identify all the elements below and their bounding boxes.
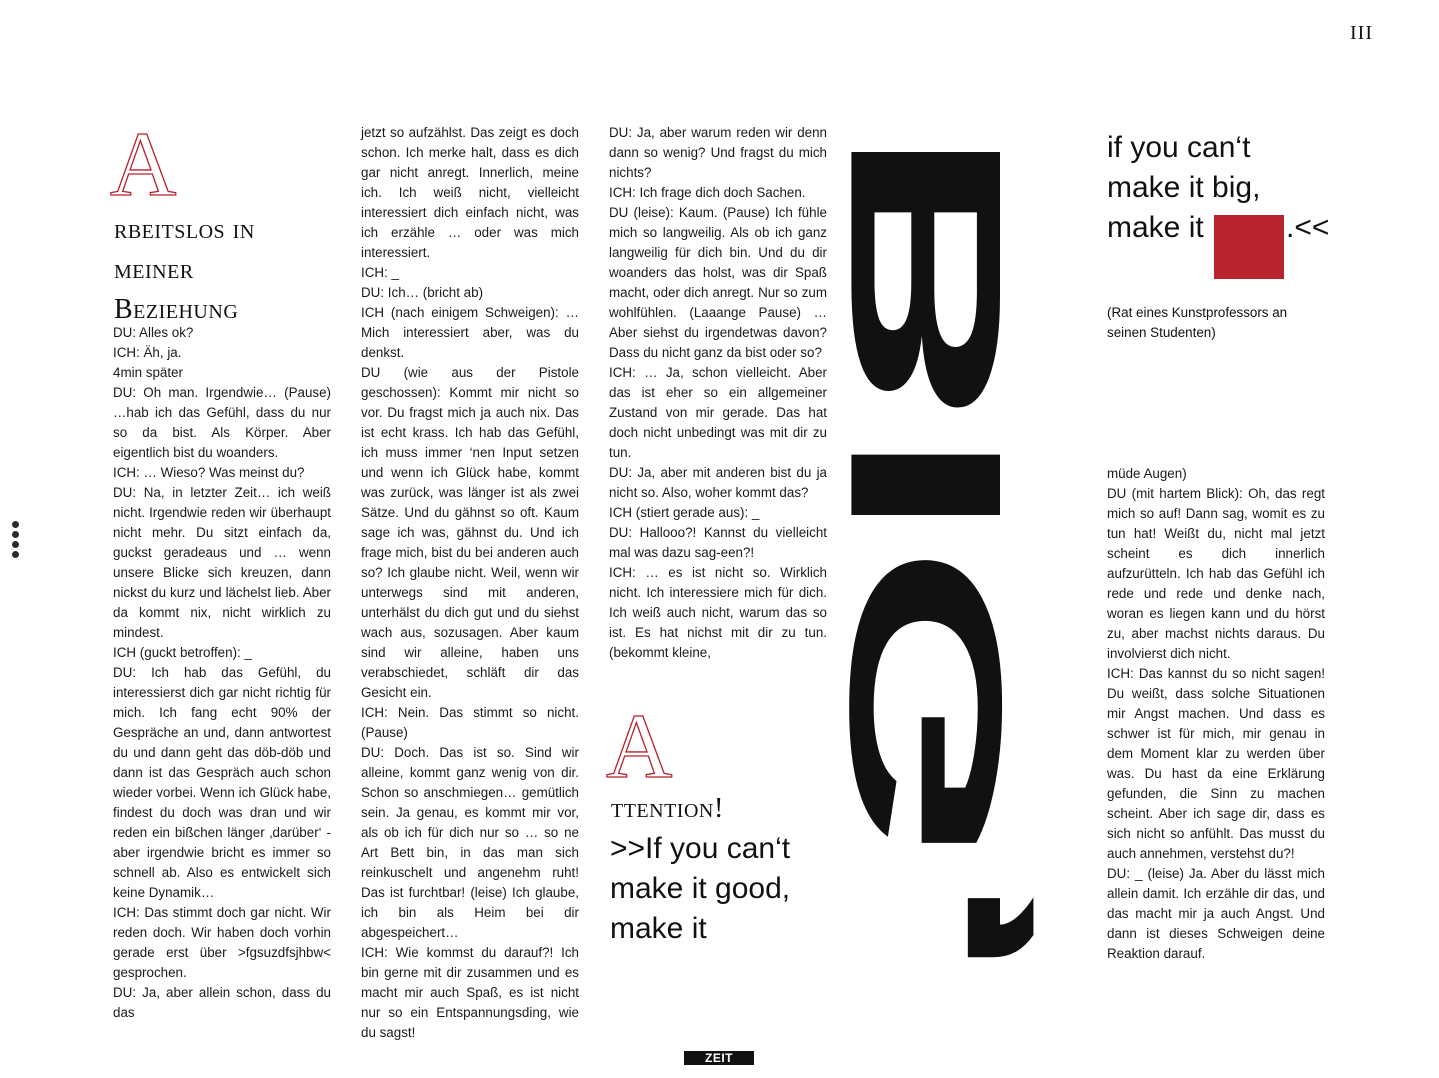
headline-line-3: Beziehung <box>114 294 239 325</box>
paragraph: DU (leise): Kaum. (Pause) Ich fühle mich so langweilig. Als ob ich ganz langweilig für dich bin. Und du dir woanders das holst, was dir Spaß macht, oder dich anregt. Nur so zum wohlfühlen. (Laaange Pause) … Aber siehst du irgendetwas davon? Dass du nicht ganz da bist oder so? <box>609 205 827 360</box>
text-column-4 <box>1107 464 1325 964</box>
quote-line-3: make it <box>610 912 707 945</box>
paragraph: ICH (stiert gerade aus): _ <box>609 505 760 520</box>
paragraph: DU: Na, in letzter Zeit… ich weiß nicht. Irgendwie reden wir überhaupt nicht mehr. Du sitzt einfach da, guckst geradeaus und … wenn unsere Blicke sich kreuzen, dann nickst du kurz und lächelst lieb. Aber da kommt nix, nicht wirklich zu mindest. <box>113 485 331 640</box>
paragraph: ICH: Das kannst du so nicht sagen! Du weißt, dass solche Situationen mir Angst machen. Und dass es schwer ist für mich, mir genau in dem Moment klar zu werden über was. Du hast da eine Erklärung gefunden, die Sinn zu machen scheint. Aber ich sage dir, dass es sich nicht so anfühlt. Das musst du auch annehmen, verstehst du?! <box>1107 666 1325 861</box>
paragraph: DU: Ja, aber mit anderen bist du ja nicht so. Also, woher kommt das? <box>609 465 827 500</box>
big-word-text: BIG, <box>804 124 1046 532</box>
paragraph: ICH: Wie kommst du darauf?! Ich bin gerne mit dir zusammen und es macht mir auch Spaß, es ist nicht nur so ein Entspannungsding, wie du sagst! <box>361 945 579 1040</box>
page-number: III <box>1350 22 1373 44</box>
paragraph: 4min später <box>113 365 183 380</box>
paragraph: DU: Ich… (bricht ab) <box>361 285 484 300</box>
quote-caption: (Rat eines Kunstprofessors an seinen Studenten) <box>1107 305 1288 340</box>
quote-line-3 <box>1107 208 1329 279</box>
headline-drop-cap: A <box>110 113 177 215</box>
paragraph: jetzt so aufzählst. Das zeigt es doch schon. Ich merke halt, dass es dich gar nicht anregt. Innerlich, meine ich. Ich weiß nicht, vielleicht interessiert dich einfach nicht, was ich erzähle … oder was mich interessiert. <box>361 125 579 260</box>
paragraph: DU (wie aus der Pistole geschossen): Kommt mir nicht so vor. Du fragst mich ja auch nix. Das ist echt krass. Ich hab das Gefühl, ich muss immer ‘nen Input setzen und wenn ich Glück habe, kommt was zurück, was länger ist als zwei Sätze. Und du gähnst so oft. Kaum sage ich was, gähnst du. Und ich frage mich, bist du bei anderen auch so? Ich glaube nicht. Weil, wenn wir unterwegs sind mit anderen, unterhälst du dich gut und du siehst wach aus, sozusagen. Aber kaum sind wir alleine, haben uns verabschiedet, schläft dir das Gesicht ein. <box>361 365 579 700</box>
paragraph: ICH: … Wieso? Was meinst du? <box>113 465 305 480</box>
paragraph: DU: Ich hab das Gefühl, du interessierst dich gar nicht richtig für mich. Ich fang echt 90% der Gespräche an und, dann antwortest du und dann geht das döb-döb und dann ist das Gespräch auch schon wieder vorbei. Wenn ich Glück habe, findest du doch was dran und wir reden ein bißchen länger ‚darüber‘ - aber irgendwie bricht es immer so schnell ab. Also es entwickelt sich keine Dynamik… <box>113 665 331 900</box>
paragraph: DU: Alles ok? <box>113 325 194 340</box>
paragraph: ICH: … Ja, schon vielleicht. Aber das ist eher so ein allgemeiner Zustand von mir gerade. Das hat doch nicht unbedingt was mit dir zu tun. <box>609 365 827 460</box>
headline-line-1: rbeitslos in <box>114 214 255 245</box>
paragraph: DU: _ (leise) Ja. Aber du lässt mich allein damit. Ich erzähle dir das, und das macht mir ja auch Angst. Und dann ist dieses Schweigen deine Reaktion darauf. <box>1107 866 1325 961</box>
quote-line-3-text: make it <box>1107 211 1204 244</box>
paragraph: ICH: … es ist nicht so. Wirklich nicht. Ich interessiere mich für dich. Ich weiß auch nicht, warum das so ist. Es hat nichst mit dir zu tun. (bekommt kleine, <box>609 565 827 660</box>
paragraph: DU: Oh man. Irgendwie… (Pause) …hab ich das Gefühl, dass du nur so da bist. Als Körper. Aber eigentlich bist du woanders. <box>113 385 331 460</box>
quote-line-1: >>If you can‘t <box>610 832 791 865</box>
paragraph: ICH (guckt betroffen): _ <box>113 645 252 660</box>
quote-end-mark: .<< <box>1286 211 1330 244</box>
attention-drop-cap: A <box>606 695 673 797</box>
paragraph: ICH: Das stimmt doch gar nicht. Wir reden doch. Wir haben doch vorhin gerade erst über >fgsuzdfsjhbw< gesprochen. <box>113 905 331 980</box>
quote-line-2: make it good, <box>610 872 791 905</box>
paragraph: ICH: _ <box>361 265 399 280</box>
paragraph: DU: Doch. Das ist so. Sind wir alleine, kommt ganz wenig von dir. Schon so anschmiegen… gemütlich sein. Ja genau, es kommt mir vor, als ob ich für dich nur so … so ne Art Bett bin, in das man sich reinkuschelt und angenehm ruht! Das ist furchtbar! (leise) Ich glaube, ich bin als Heim bei dir abgespeichert… <box>361 745 579 940</box>
attention-quote <box>610 829 790 949</box>
paragraph: ICH: Äh, ja. <box>113 345 182 360</box>
paragraph: DU: Hallooo?! Kannst du vielleicht mal was dazu sag-een?! <box>609 525 827 560</box>
paragraph: ICH (nach einigem Schweigen): … Mich interessiert aber, was du denkst. <box>361 305 579 360</box>
big-word-graphic <box>804 124 1082 1064</box>
text-column-3 <box>609 123 827 663</box>
red-square-graphic <box>1214 215 1284 279</box>
page-menu-dots-icon[interactable] <box>12 521 20 558</box>
quote-line-2: make it big, <box>1107 171 1261 204</box>
article-headline <box>114 210 255 330</box>
right-quote <box>1107 128 1329 279</box>
paragraph: DU: Ja, aber warum reden wir denn dann so wenig? Und fragst du mich nichts? <box>609 125 827 180</box>
attention-headline: ttention! <box>611 792 725 824</box>
paragraph: ICH: Ich frage dich doch Sachen. <box>609 185 806 200</box>
text-column-1 <box>113 323 331 1023</box>
paragraph: DU: Ja, aber allein schon, dass du das <box>113 985 331 1020</box>
paragraph: DU (mit hartem Blick): Oh, das regt mich so auf! Dann sag, womit es zu tun hat! Weißt du, nicht mal jetzt scheint es dich innerlich aufzurütteln. Ich hab das Gefühl ich rede und rede und denke nach, woran es liegen kann und du hörst zu, aber machst nichts daraus. Du involvierst dich nicht. <box>1107 486 1325 661</box>
zeit-logo: ZEIT <box>684 1051 754 1065</box>
text-column-2 <box>361 123 579 1043</box>
quote-line-1: if you can‘t <box>1107 131 1251 164</box>
paragraph: ICH: Nein. Das stimmt so nicht. (Pause) <box>361 705 579 740</box>
paragraph: müde Augen) <box>1107 466 1187 481</box>
headline-line-2: meiner <box>114 254 194 285</box>
